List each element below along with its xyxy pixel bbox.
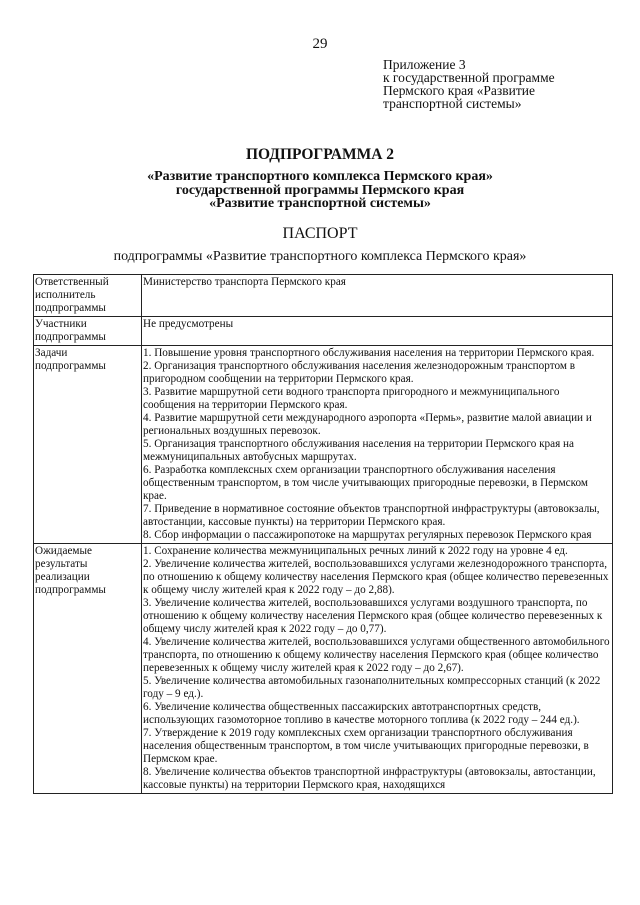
subprogram-title: ПОДПРОГРАММА 2 — [245, 146, 395, 163]
appendix-line: транспортной системы» — [383, 96, 522, 111]
subprogram-name-line: «Развитие транспортного комплекса Пермского края» — [147, 169, 493, 184]
row-label-cell — [34, 275, 142, 317]
row-content-item: 8. Сбор информации о пассажиропотоке на маршрутах регулярных перевозок Пермского края — [143, 529, 592, 541]
row-content-item: 6. Увеличение количества общественных пассажирских автотранспортных средств, использующих газомоторное топливо в качестве моторного топлива (к 2022 году – 244 ед.). — [143, 701, 580, 726]
appendix-line: к государственной программе — [383, 70, 555, 85]
row-label: Ответственный исполнитель подпрограммы — [35, 276, 109, 314]
row-content-cell — [142, 346, 613, 544]
row-content-item: 5. Увеличение количества автомобильных газонаполнительных компрессорных станций (к 2022 году – 9 ед.). — [143, 675, 601, 700]
row-content-cell — [142, 275, 613, 317]
row-content-item: 5. Организация транспортного обслуживания населения на территории Пермского края на межмуниципальных автобусных маршрутах. — [143, 438, 574, 463]
passport-subtitle: подпрограммы «Развитие транспортного комплекса Пермского края» — [113, 248, 527, 264]
row-label-cell — [34, 544, 142, 794]
heading-block — [0, 146, 640, 265]
row-content-cell — [142, 544, 613, 794]
appendix-note — [383, 58, 633, 110]
appendix-line: Приложение 3 — [383, 57, 466, 72]
passport-table-body — [34, 275, 613, 794]
row-content-item: 4. Развитие маршрутной сети международного аэропорта «Пермь», развитие малой авиации и региональных воздушных перевозок. — [143, 412, 592, 437]
row-label: Ожидаемые результаты реализации подпрограммы — [35, 545, 106, 596]
page-number: 29 — [312, 36, 328, 52]
row-content-item: 3. Развитие маршрутной сети водного транспорта пригородного и межмуниципального сообщения на территории Пермского края. — [143, 386, 560, 411]
row-label: Задачи подпрограммы — [35, 347, 106, 372]
row-content-item: 2. Организация транспортного обслуживания населения железнодорожным транспортом в пригородном сообщении на территории Пермского края. — [143, 360, 575, 385]
row-content-item: 2. Увеличение количества жителей, воспользовавшихся услугами железнодорожного транспорта, по отношению к общему количеству населения Пермского края (общее количество перевезенных к общему числу жителей края к 2022 году – до 2,88). — [143, 558, 609, 596]
row-content-item: 7. Утверждение к 2019 году комплексных схем организации транспортного обслуживания населения общественным транспортом, в том числе учитывающих пригородные перевозки, в Пермском крае. — [143, 727, 589, 765]
row-label-cell — [34, 317, 142, 346]
row-content-item: 4. Увеличение количества жителей, воспользовавшихся услугами общественного автомобильного транспорта, по отношению к общему количеству населения Пермского края (общее количество перевезенных к общему числу жителей края к 2022 году – до 2,67). — [143, 636, 610, 674]
passport-row — [34, 346, 613, 544]
passport-title: ПАСПОРТ — [282, 224, 358, 242]
row-content-item: Не предусмотрены — [143, 318, 234, 330]
passport-table — [33, 274, 613, 794]
row-content-item: 7. Приведение в нормативное состояние объектов транспортной инфраструктуры (автовокзалы, автостанции, кассовые пункты) на территории Пермского края. — [143, 503, 600, 528]
passport-row — [34, 317, 613, 346]
appendix-line: Пермского края «Развитие — [383, 83, 535, 98]
row-content-item: 1. Повышение уровня транспортного обслуживания населения на территории Пермского края. — [143, 347, 595, 359]
row-label-cell — [34, 346, 142, 544]
row-content-item: 1. Сохранение количества межмуниципальных речных линий к 2022 году на уровне 4 ед. — [143, 545, 568, 557]
subprogram-name — [0, 170, 640, 211]
row-content-cell — [142, 317, 613, 346]
subprogram-name-line: «Развитие транспортной системы» — [209, 196, 431, 211]
passport-row — [34, 544, 613, 794]
passport-row — [34, 275, 613, 317]
row-label: Участники подпрограммы — [35, 318, 106, 343]
row-content-item: Министерство транспорта Пермского края — [143, 276, 346, 288]
row-content-item: 3. Увеличение количества жителей, воспользовавшихся услугами воздушного транспорта, по отношению к общему количеству населения Пермского края (общее количество перевезенных к общему числу жителей края к 2022 году – до 0,77). — [143, 597, 603, 635]
row-content-item: 6. Разработка комплексных схем организации транспортного обслуживания населения общественным транспортом, в том числе учитывающих пригородные перевозки, в Пермском крае. — [143, 464, 588, 502]
row-content-item: 8. Увеличение количества объектов транспортной инфраструктуры (автовокзалы, автостанции, кассовые пункты) на территории Пермского края, находящихся — [143, 766, 596, 791]
subprogram-name-line: государственной программы Пермского края — [175, 182, 465, 198]
